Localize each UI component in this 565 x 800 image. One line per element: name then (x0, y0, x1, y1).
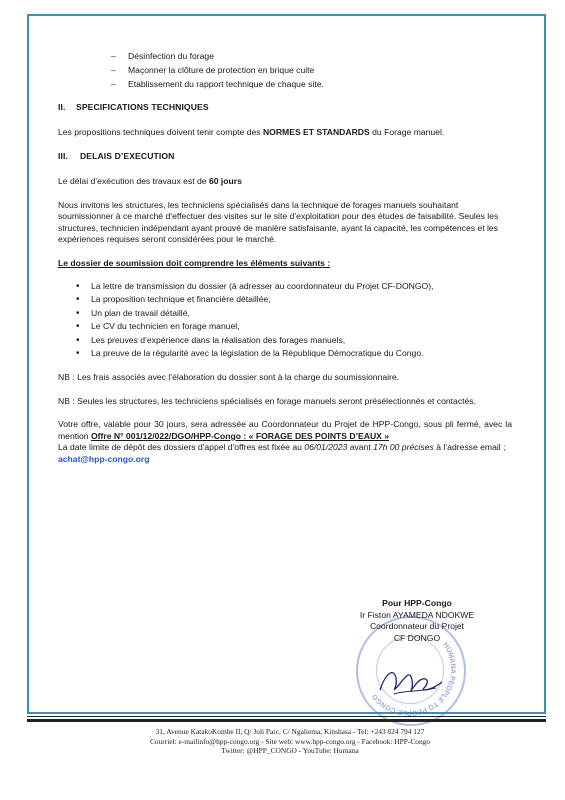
dossier-list (58, 281, 512, 361)
text-span: Le délai d’exécution des travaux est de (58, 175, 209, 186)
stamp-text: HUMANA PEOPLE TO PEOPLE CONGO (371, 641, 457, 717)
invitation-paragraph: Nous invitons les structures, les techniciens spécialisés dans la technique de forages manuels souhaitant soumissionner à ce marché d’effectuer des visites sur le site d’exploitation pour des études de faisabilité. Seules les structures, technicien indépendant ayant prouvé de manière satisfaisante, ayant la capacité, les compétences et les expériences requises seront considérées pour le marché. (58, 199, 499, 245)
section-heading-delays (58, 151, 512, 163)
email-link[interactable]: achat@hpp-congo.org (58, 454, 150, 465)
text-span: Votre offre, valable pour 30 jours, sera adressée au Coordonnateur du Projet de HPP-Congo, sous pli fermé, avec la mention (58, 419, 512, 441)
document-body (58, 51, 512, 466)
text-span: à l’adresse email ; (433, 442, 506, 453)
list-item: – Maçonner la clôture de protection en brique cuite (128, 65, 512, 77)
section-number: III. (58, 151, 68, 162)
footer-divider (27, 716, 546, 717)
footer (60, 727, 520, 756)
deadline-time: 17h 00 précises (373, 442, 434, 453)
footer-divider-thick (27, 719, 546, 722)
offer-paragraph (58, 419, 512, 442)
text-span: du Forage manuel. (369, 126, 445, 137)
signatory-name: Ir Fiston AYAMEDA NDOKWE (359, 609, 475, 620)
deadline-paragraph (58, 442, 512, 465)
section-title: DELAIS D’EXECUTION (80, 151, 175, 162)
list-item: • Un plan de travail détaillé, (91, 308, 512, 320)
delay-text (58, 176, 512, 188)
norms-standards: NORMES ET STANDARDS (262, 126, 370, 137)
footer-social: Twitter: @HPP_CONGO - YouTube: Humana (221, 746, 359, 756)
section-title: SPECIFICATIONS TECHNIQUES (76, 102, 209, 113)
section-number: II. (58, 102, 66, 113)
list-item: • La preuve de la régularité avec la législation de la République Démocratique du Congo. (91, 348, 512, 360)
delay-days: 60 jours (208, 175, 242, 186)
handwritten-signature (376, 664, 446, 700)
text-span: La date limite de dépôt des dossiers d'appel d'offres est fixée au (58, 442, 305, 453)
task-list (58, 51, 512, 90)
nb-fees: NB : Les frais associés avec l’élaboration du dossier sont à la charge du soumissionnaire. (58, 372, 400, 383)
specifications-text (58, 127, 512, 139)
footer-address: 31, Avenue KatakoKombe II, Q/ Joli Parc, C/ Ngaliema, Kinshasa - Tel: +243 824 794 127 (155, 727, 425, 736)
list-item: • La proposition technique et financière détaillée, (91, 294, 512, 306)
list-item: • Le CV du technicien en forage manuel, (91, 321, 512, 333)
text-span: avant (347, 442, 374, 453)
list-item: – Etablissement du rapport technique de chaque site. (128, 79, 512, 91)
offer-reference: Offre N° 001/12/022/DGO/HPP-Congo : « FORAGE DES POINTS D’EAUX » (90, 430, 390, 441)
signatory-org: Pour HPP-Congo (382, 598, 452, 608)
dossier-heading: Le dossier de soumission doit comprendre les éléments suivants : (58, 257, 331, 268)
section-heading-specifications (58, 102, 512, 114)
nb-preselection: NB : Seules les structures, les techniciens spécialisés en forage manuels seront présélectionnés et contactés. (58, 395, 476, 406)
list-item: • Les preuves d’expérience dans la réalisation des forages manuels, (91, 335, 512, 347)
signatory-title: Coordonnateur du Projet (369, 621, 465, 632)
list-item: – Désinfection du forage (128, 51, 512, 63)
text-span: Les propositions techniques doivent tenir compte des (58, 126, 263, 137)
signature-block (322, 598, 512, 644)
footer-contacts: Courriel: e-mailinfo@hpp-congo.org - Site web: www.hpp-congo.org - Facebook: HPP-Congo (149, 736, 431, 746)
list-item: • La lettre de transmission du dossier (à adresser au coordonnateur du Projet CF-DONGO), (91, 281, 512, 293)
deadline-date: 06/01/2023 (304, 442, 348, 453)
signatory-project: CF DONGO (393, 632, 441, 643)
